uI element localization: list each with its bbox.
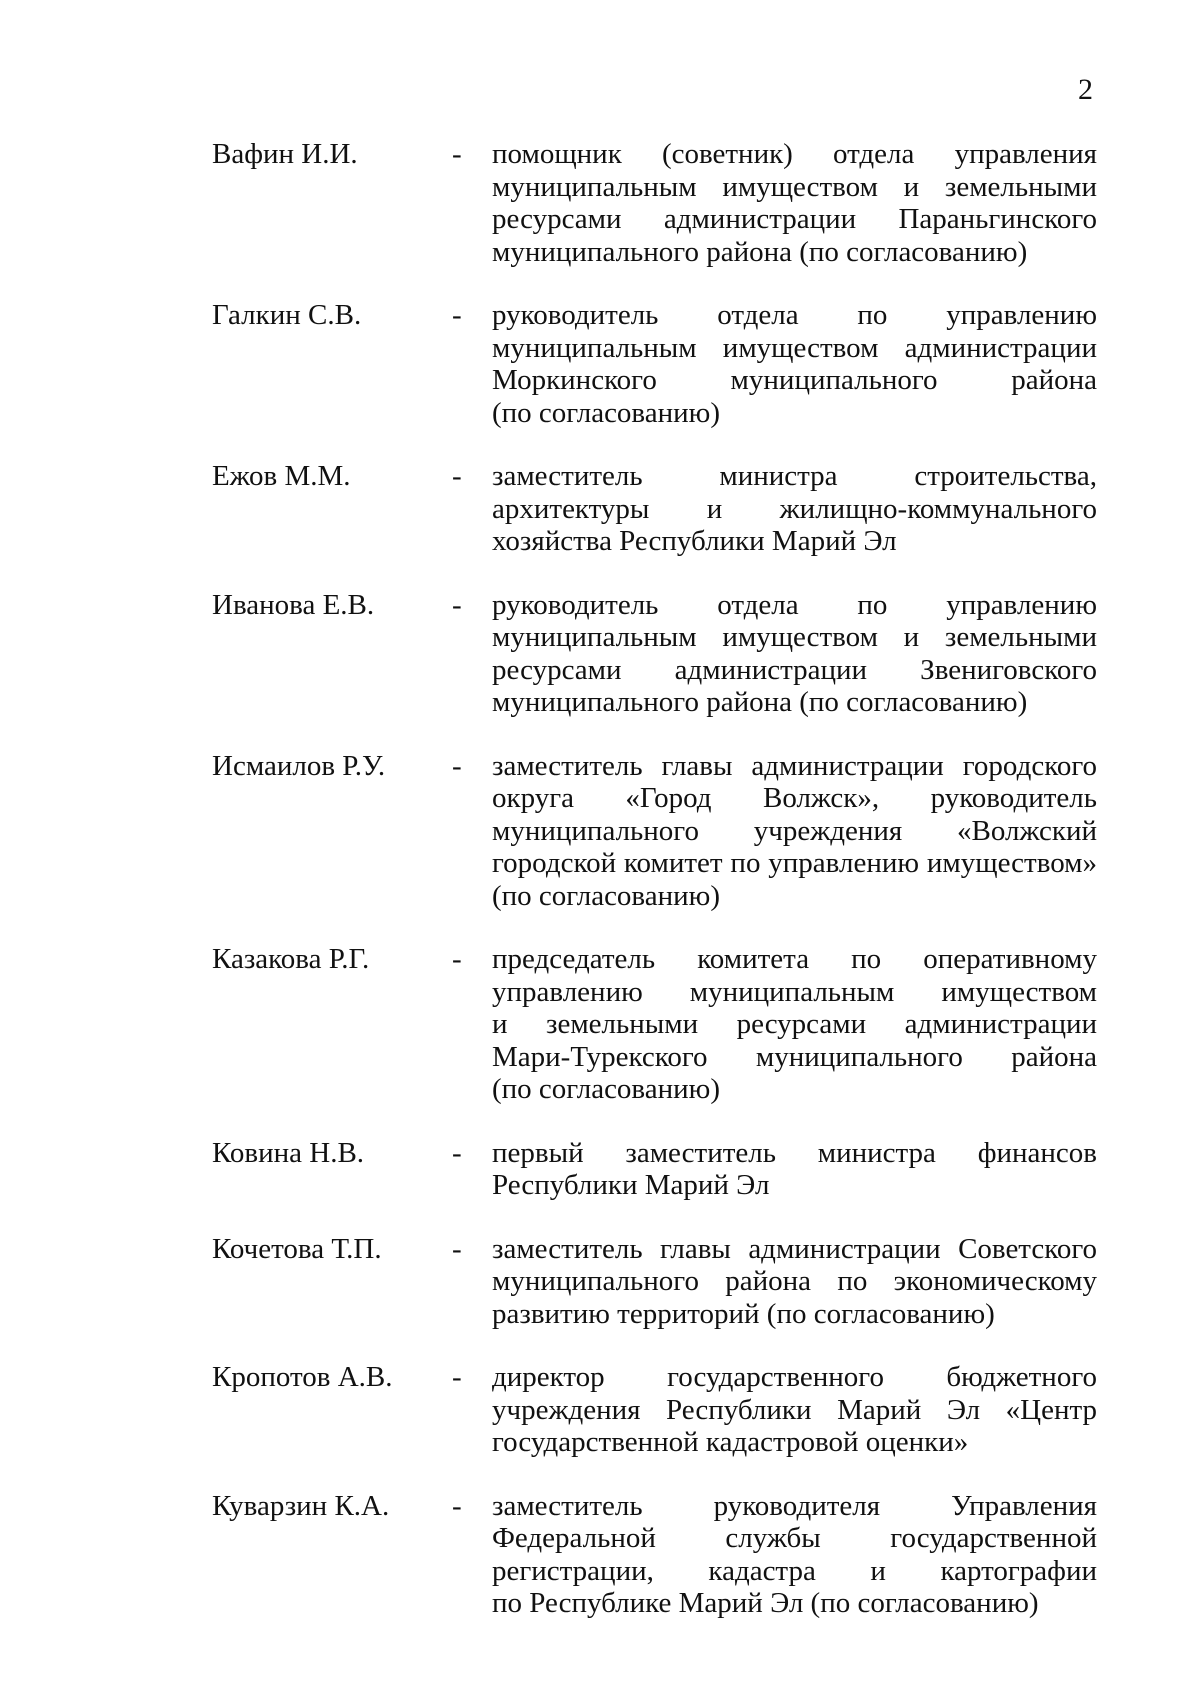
member-entry xyxy=(212,1490,1097,1620)
position-line: по Республике Марий Эл (по согласованию) xyxy=(492,1587,1039,1619)
dash-separator: - xyxy=(452,749,462,782)
position-line: председатель комитета по оперативному xyxy=(492,943,1097,975)
position-line: ресурсами администрации Параньгинского xyxy=(492,203,1097,235)
member-entry xyxy=(212,1137,1097,1202)
position-line: регистрации, кадастра и картографии xyxy=(492,1554,1097,1587)
member-entry xyxy=(212,1233,1097,1331)
dash-separator: - xyxy=(452,943,462,975)
position-line: руководитель отдела по управлению xyxy=(492,588,1097,621)
position-line: учреждения Республики Марий Эл «Центр xyxy=(492,1393,1097,1426)
position-line: муниципальным имуществом и земельными xyxy=(492,621,1097,653)
member-name: Ковина Н.В. xyxy=(212,1136,365,1169)
dash-separator: - xyxy=(452,299,462,331)
member-position xyxy=(492,589,1097,719)
position-line: муниципальным имуществом администрации xyxy=(492,331,1097,364)
position-line: первый заместитель министра финансов xyxy=(492,1136,1097,1169)
dash-separator: - xyxy=(452,1136,462,1169)
member-position xyxy=(492,943,1097,1106)
position-line: городской комитет по управлению имуществом» xyxy=(492,847,1097,879)
position-line: развитию территорий (по согласованию) xyxy=(492,1297,995,1330)
position-line: муниципального учреждения «Волжский xyxy=(492,814,1097,847)
position-line: государственной кадастровой оценки» xyxy=(492,1426,969,1458)
position-line: управлению муниципальным имуществом xyxy=(492,975,1097,1008)
dash-separator: - xyxy=(452,138,462,170)
member-entry xyxy=(212,299,1097,429)
member-name: Галкин С.В. xyxy=(212,299,362,331)
member-name: Исмаилов Р.У. xyxy=(212,749,386,782)
position-line: архитектуры и жилищно-коммунального xyxy=(492,492,1097,525)
position-line: Республики Марий Эл xyxy=(492,1169,770,1201)
position-line: заместитель главы администрации городского xyxy=(492,749,1097,782)
position-line: (по согласованию) xyxy=(492,879,720,912)
position-line: округа «Город Волжск», руководитель xyxy=(492,782,1097,814)
position-line: руководитель отдела по управлению xyxy=(492,299,1097,331)
position-line: муниципального района по экономическому xyxy=(492,1265,1097,1297)
dash-separator: - xyxy=(452,588,462,621)
dash-separator: - xyxy=(452,1489,462,1522)
member-list xyxy=(212,138,1097,1651)
member-entry xyxy=(212,460,1097,558)
position-line: хозяйства Республики Марий Эл xyxy=(492,525,897,557)
dash-separator: - xyxy=(452,1361,462,1393)
member-name: Куварзин К.А. xyxy=(212,1489,390,1522)
member-entry xyxy=(212,138,1097,268)
member-name: Иванова Е.В. xyxy=(212,588,375,621)
member-position xyxy=(492,750,1097,913)
member-entry xyxy=(212,1361,1097,1459)
member-name: Кропотов А.В. xyxy=(212,1361,393,1393)
member-position xyxy=(492,299,1097,429)
member-name: Ежов М.М. xyxy=(212,460,351,492)
page-number: 2 xyxy=(1078,73,1093,106)
position-line: помощник (советник) отдела управления xyxy=(492,138,1097,170)
position-line: муниципального района (по согласованию) xyxy=(492,235,1028,268)
member-entry xyxy=(212,750,1097,913)
member-name: Казакова Р.Г. xyxy=(212,943,370,975)
dash-separator: - xyxy=(452,460,462,492)
position-line: (по согласованию) xyxy=(492,396,720,429)
member-position xyxy=(492,1490,1097,1620)
position-line: Моркинского муниципального района xyxy=(492,364,1097,396)
position-line: муниципальным имуществом и земельными xyxy=(492,170,1097,203)
position-line: директор государственного бюджетного xyxy=(492,1361,1097,1393)
position-line: заместитель министра строительства, xyxy=(492,460,1097,492)
member-position xyxy=(492,1137,1097,1202)
member-position xyxy=(492,1233,1097,1331)
member-entry xyxy=(212,589,1097,719)
member-position xyxy=(492,138,1097,268)
member-position xyxy=(492,460,1097,558)
member-entry xyxy=(212,943,1097,1106)
position-line: заместитель руководителя Управления xyxy=(492,1489,1097,1522)
position-line: ресурсами администрации Звениговского xyxy=(492,653,1097,686)
member-name: Кочетова Т.П. xyxy=(212,1232,382,1265)
position-line: Мари-Турекского муниципального района xyxy=(492,1040,1097,1073)
position-line: муниципального района (по согласованию) xyxy=(492,686,1028,718)
position-line: и земельными ресурсами администрации xyxy=(492,1008,1097,1040)
position-line: (по согласованию) xyxy=(492,1073,720,1105)
member-position xyxy=(492,1361,1097,1459)
position-line: заместитель главы администрации Советского xyxy=(492,1232,1097,1265)
position-line: Федеральной службы государственной xyxy=(492,1522,1097,1554)
dash-separator: - xyxy=(452,1232,462,1265)
member-name: Вафин И.И. xyxy=(212,138,358,170)
